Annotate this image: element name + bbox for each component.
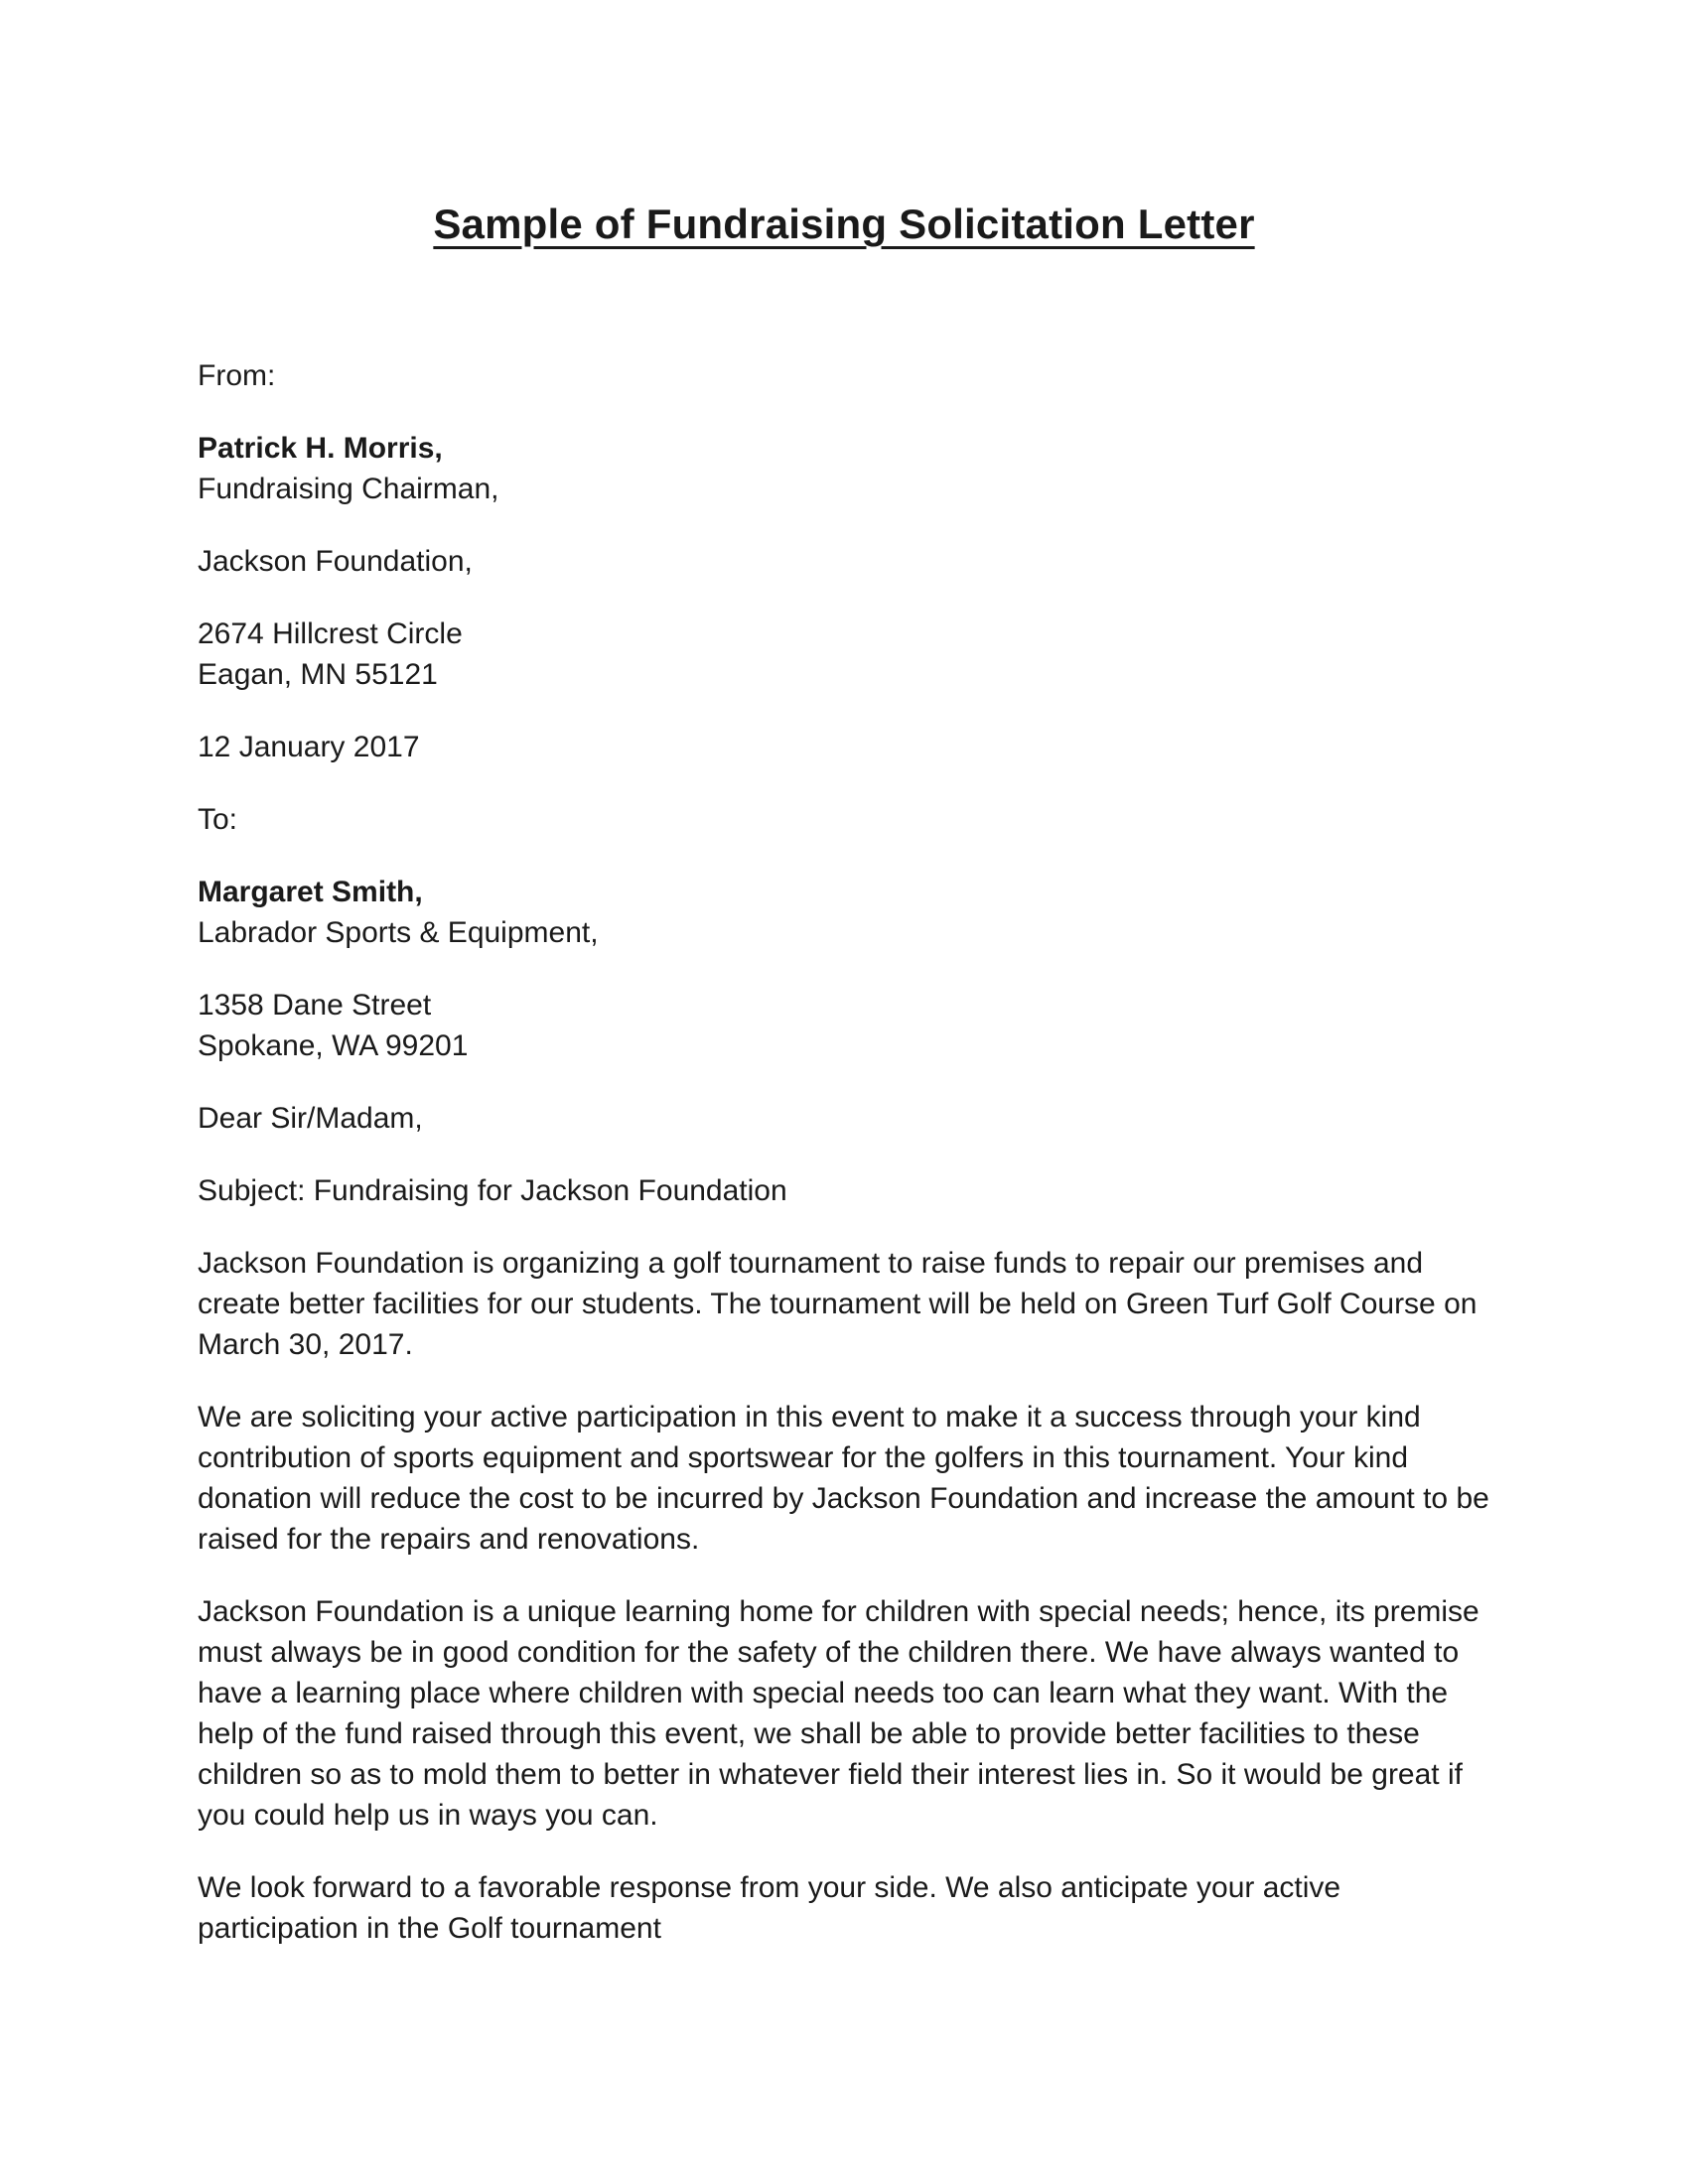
sender-organization: Jackson Foundation, bbox=[198, 545, 473, 578]
sender-address-line1: 2674 Hillcrest Circle bbox=[198, 617, 463, 650]
recipient-organization: Labrador Sports & Equipment, bbox=[198, 916, 599, 949]
recipient-address-line1: 1358 Dane Street bbox=[198, 989, 432, 1022]
body-paragraph: We look forward to a favorable response from your side. We also anticipate your active participation in the Golf tournament bbox=[198, 1871, 1341, 1945]
recipient-block bbox=[198, 872, 1508, 953]
from-label: From: bbox=[198, 359, 276, 392]
subject-line: Subject: Fundraising for Jackson Foundation bbox=[198, 1174, 787, 1207]
page-title: Sample of Fundraising Solicitation Letter bbox=[433, 201, 1255, 247]
salutation: Dear Sir/Madam, bbox=[198, 1102, 423, 1135]
recipient-address bbox=[198, 985, 1508, 1066]
to-label: To: bbox=[198, 803, 238, 836]
sender-address bbox=[198, 614, 1508, 695]
sender-address-line2: Eagan, MN 55121 bbox=[198, 658, 438, 691]
recipient-name: Margaret Smith, bbox=[198, 876, 423, 908]
letter-body bbox=[198, 355, 1508, 1980]
body-paragraph: We are soliciting your active participation in this event to make it a success through your kind contribution of sports equipment and sportswear for the golfers in this tournament. Your kind donation will reduce the cost to be incurred by Jackson Foundation and increase the amount to be raised for the repairs and renovations. bbox=[198, 1401, 1489, 1556]
sender-block bbox=[198, 428, 1508, 509]
letter-date: 12 January 2017 bbox=[198, 731, 420, 763]
recipient-address-line2: Spokane, WA 99201 bbox=[198, 1029, 469, 1062]
body-paragraph: Jackson Foundation is a unique learning home for children with special needs; hence, its premise must always be in good condition for the safety of the children there. We have always wanted to have a learning place where children with special needs too can learn what they want. With the help of the fund raised through this event, we shall be able to provide better facilities to these children so as to mold them to better in whatever field their interest lies in. So it would be great if you could help us in ways you can. bbox=[198, 1595, 1479, 1832]
sender-position: Fundraising Chairman, bbox=[198, 473, 499, 505]
body-paragraph: Jackson Foundation is organizing a golf tournament to raise funds to repair our premises and create better facilities for our students. The tournament will be held on Green Turf Golf Course on March 30, 2017. bbox=[198, 1247, 1477, 1361]
sender-name: Patrick H. Morris, bbox=[198, 432, 443, 465]
